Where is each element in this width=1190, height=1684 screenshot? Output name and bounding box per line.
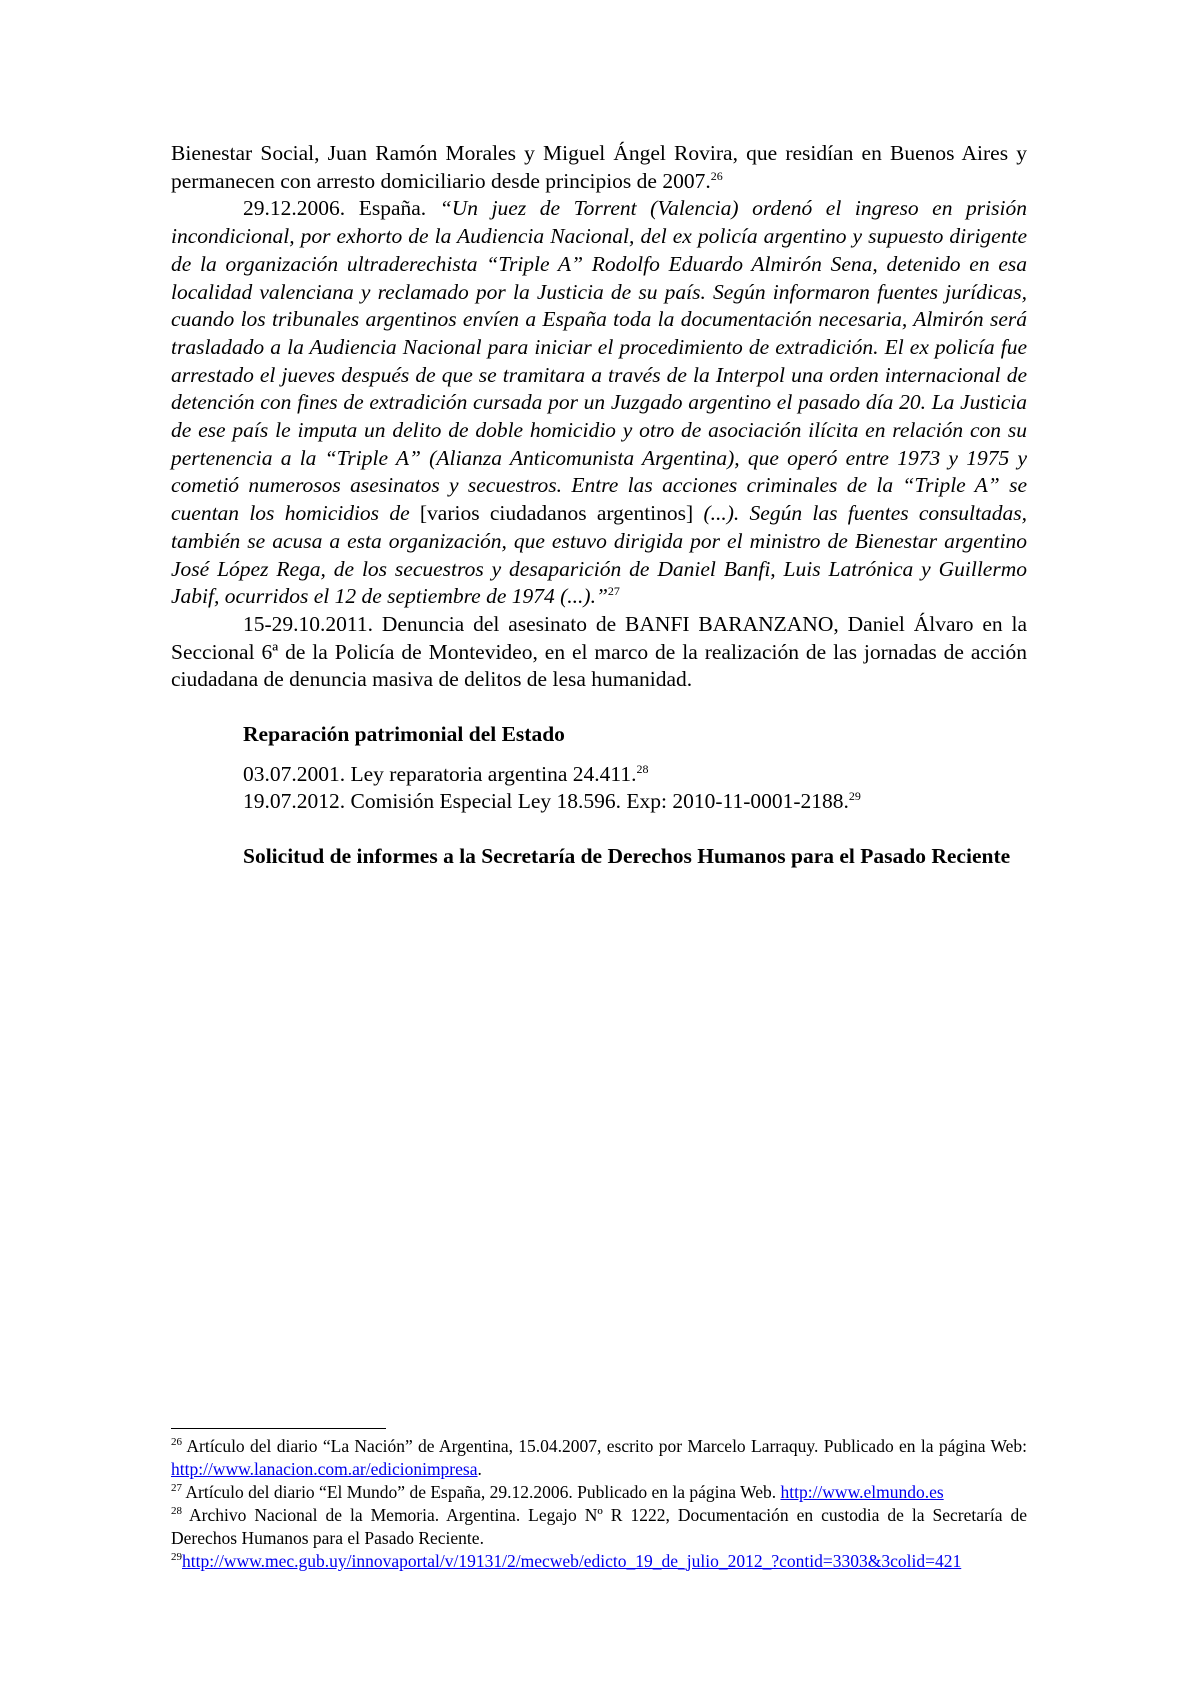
footnote-text: Artículo del diario “La Nación” de Argentina, 15.04.2007, escrito por Marcelo Larraquy. Publicado en la página Web: [182,1436,1027,1456]
footnote-number: 28 [171,1505,182,1518]
paragraph-text: Bienestar Social, Juan Ramón Morales y Miguel Ángel Rovira, que residían en Buenos Aires y permanecen con arresto domiciliario desde principios de 2007. [171,141,1027,193]
footnote-text: Archivo Nacional de la Memoria. Argentina. Legajo Nº R 1222, Documentación en custodia de la Secretaría de Derechos Humanos para el Pasado Reciente. [171,1505,1027,1548]
editorial-bracket: [varios ciudadanos argentinos] [419,501,694,526]
footnote-ref-28[interactable]: 28 [636,761,649,776]
section-heading-solicitud: Solicitud de informes a la Secretaría de Derechos Humanos para el Pasado Reciente [243,844,1011,869]
footnote-link-lanacion[interactable]: http://www.lanacion.com.ar/edicionimpresa [171,1459,478,1479]
reparacion-item [243,788,1027,816]
footnote-ref-29[interactable]: 29 [848,789,861,804]
quote-part-2: (...). Según las fuentes consultadas, también se acusa a esta organización, que estuvo dirigida por el ministro de Bienestar argentino José López Rega, de los secuestros y desaparición de Daniel Banfi, Luis Latrónica y Guillermo Jabif, ocurridos el 12 de septiembre de 1974 (...).” [171,501,1027,609]
quote-part-1: “Un juez de Torrent (Valencia) ordenó el ingreso en prisión incondicional, por exhorto de la Audiencia Nacional, del ex policía argentino y supuesto dirigente de la organización ultraderechista “Triple A” Rodolfo Eduardo Almirón Sena, detenido en esa localidad valenciana y reclamado por la Justicia de su país. Según informaron fuentes jurídicas, cuando los tribunales argentinos envíen a España toda la documentación necesaria, Almirón será trasladado a la Audiencia Nacional para iniciar el procedimiento de extradición. El ex policía fue arrestado el jueves después de que se tramitara a través de la Interpol una orden internacional de detención con fines de extradición cursada por un Juzgado argentino el pasado día 20. La Justicia de ese país le imputa un delito de doble homicidio y otro de asociación ilícita en relación con su pertenencia a la “Triple A” (Alianza Anticomunista Argentina), que operó entre 1973 y 1975 y cometió numerosos asesinatos y secuestros. Entre las acciones criminales de la “Triple A” se cuentan los homicidios de [171,196,1027,526]
paragraph-denuncia-2011: 15-29.10.2011. Denuncia del asesinato de BANFI BARANZANO, Daniel Álvaro en la Seccional 6ª de la Policía de Montevideo, en el marco de la realización de las jornadas de acción ciudadana de denuncia masiva de delitos de lesa humanidad. [171,611,1027,692]
footnote-number: 27 [171,1482,182,1495]
footnote-separator [171,1428,386,1429]
footnotes [171,1428,1027,1573]
paragraph-spain-2006 [171,195,1027,611]
reparacion-item [243,761,1027,789]
footnote-link-mec[interactable]: http://www.mec.gub.uy/innovaportal/v/19131/2/mecweb/edicto_19_de_julio_2012_?contid=3303&3colid=421 [182,1551,962,1571]
footnote-link-elmundo[interactable]: http://www.elmundo.es [780,1482,944,1502]
footnote-text: Artículo del diario “El Mundo” de España, 29.12.2006. Publicado en la página Web. [182,1482,781,1502]
footnote-29 [171,1550,1027,1573]
reparacion-item-text: 19.07.2012. Comisión Especial Ley 18.596. Exp: 2010-11-0001-2188. [243,789,849,814]
section-heading-reparacion: Reparación patrimonial del Estado [243,722,565,747]
paragraph-date: 29.12.2006. España. [243,196,440,221]
footnote-ref-26[interactable]: 26 [710,168,723,183]
reparacion-list [171,761,1027,816]
footnote-ref-27[interactable]: 27 [607,584,620,599]
reparacion-item-text: 03.07.2001. Ley reparatoria argentina 24.411. [243,761,637,786]
footnote-26 [171,1435,1027,1481]
document-body [171,140,1027,871]
footnote-28 [171,1504,1027,1550]
paragraph-continuation [171,140,1027,195]
footnote-text: . [477,1459,482,1479]
footnote-number: 26 [171,1436,182,1449]
footnote-27 [171,1481,1027,1504]
footnote-number: 29 [171,1551,182,1564]
